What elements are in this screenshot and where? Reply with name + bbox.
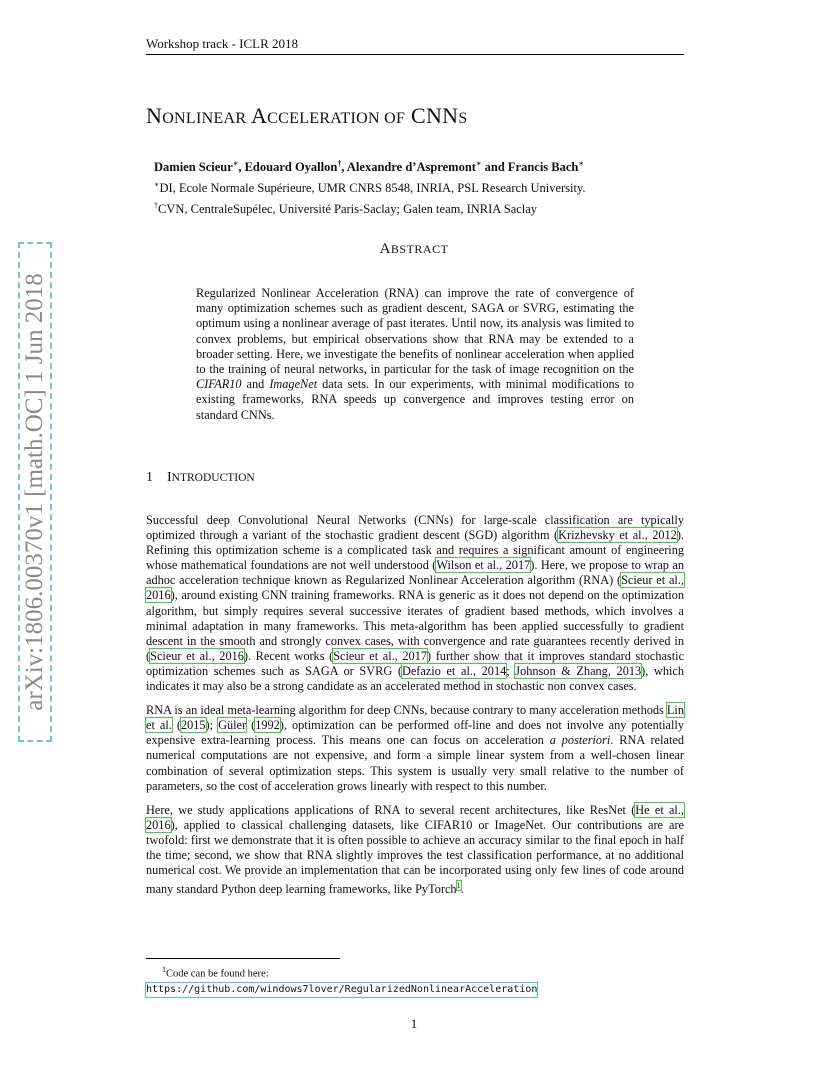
code-url-link[interactable]: https://github.com/windows7lover/RegularizedNonlinearAcceleration — [146, 983, 538, 995]
citation-link[interactable]: He et al., 2016 — [146, 802, 684, 832]
affiliation-2: †CVN, CentraleSupélec, Université Paris-Saclay; Galen team, INRIA Saclay — [154, 201, 538, 217]
paper-title: NONLINEAR ACCELERATION OF CNNS — [146, 103, 468, 128]
abstract-text: Regularized Nonlinear Acceleration (RNA) can improve the rate of convergence of many optimization schemes such as gradient descent, SAGA or SVRG, estimating the optimum using a nonlinear average of past iterates. Until now, its analysis was limited to convex problems, but empirical observations show that RNA may be extended to a broader setting. Here, we investigate the benefits of nonlinear acceleration when applied to the training of neural networks, in particular for the task of image recognition on the CIFAR10 and ImageNet data sets. In our experiments, with minimal modifications to existing frameworks, RNA speeds up convergence and improves testing error on standard CNNs. — [196, 286, 634, 422]
citation-link[interactable]: Defazio et al., 2014 — [401, 663, 507, 678]
citation-link[interactable]: Wilson et al., 2017 — [436, 558, 531, 573]
affiliation-1: ∗DI, Ecole Normale Supérieure, UMR CNRS 8548, INRIA, PSL Research University. — [154, 180, 586, 196]
citation-link[interactable]: Krizhevsky et al., 2012 — [558, 528, 677, 543]
header-rule — [146, 54, 684, 55]
citation-link[interactable]: Lin et al. — [146, 703, 684, 733]
author-names: Damien Scieur∗, Edouard Oyallon†, Alexandre d’Aspremont∗ and Francis Bach∗ — [154, 159, 584, 175]
introduction-body — [146, 513, 684, 906]
footnote-rule — [146, 958, 340, 959]
citation-link[interactable]: Scieur et al., 2017 — [333, 648, 427, 663]
footnote-text: $^1$Code can be found here: — [162, 965, 269, 980]
author-block — [154, 155, 586, 218]
section-heading-introduction: 1 INTRODUCTION — [146, 470, 255, 485]
abstract-heading: ABSTRACT — [379, 241, 449, 257]
citation-link[interactable]: Johnson & Zhang, 2013 — [515, 663, 642, 678]
intro-paragraph-1: Successful deep Convolutional Neural Networks (CNNs) for large-scale classification are typically optimized through a variant of the stochastic gradient descent (SGD) algorithm (Krizhevsky et al., 2012). Refining this optimization scheme is a complicated task and requires a significant amount of engineering whose mathematical foundations are not well understood (Wilson et al., 2017). Here, we propose to wrap an adhoc acceleration technique known as Regularized Nonlinear Acceleration algorithm (RNA) (Scieur et al., 2016), around existing CNN training frameworks. RNA is generic as it does not depend on the optimization algorithm, but simply requires several successive iterates of gradient based methods, which involves a minimal adaptation in many frameworks. This meta-algorithm has been applied successfully to gradient descent in the smooth and strongly convex cases, with convergence and rate guarantees recently derived in (Scieur et al., 2016). Recent works (Scieur et al., 2017) further show that it improves standard stochastic optimization schemes such as SAGA or SVRG (Defazio et al., 2014; Johnson & Zhang, 2013), which indicates it may also be a strong candidate as an accelerated method in stochastic non convex cases. — [146, 513, 685, 694]
citation-link[interactable]: Güler — [218, 718, 247, 733]
intro-paragraph-2: RNA is an ideal meta-learning algorithm for deep CNNs, because contrary to many acceleration methods Lin et al. (2015); Güler (1992), optimization can be performed off-line and does not involve any potentially expensive extra-learning process. This means one can focus on acceleration a posteriori. RNA related numerical computations are not expensive, and form a simple linear system from a well-chosen linear combination of several optimization steps. This system is usually very small relative to the number of parameters, so the cost of acceleration grows linearly with respect to this number. — [146, 703, 684, 793]
citation-link[interactable]: Scieur et al., 2016 — [150, 648, 244, 663]
citation-link[interactable]: 2015 — [180, 718, 206, 733]
footnote-link[interactable]: 1 — [456, 881, 461, 891]
intro-paragraph-3: Here, we study applications applications of RNA to several recent architectures, like ResNet (He et al., 2016), applied to classical challenging datasets, like CIFAR10 or ImageNet. Our contributions are are twofold: first we demonstrate that it is often possible to achieve an accuracy similar to the final epoch in half the time; second, we show that RNA slightly improves the test classification performance, at no additional numerical cost. We provide an implementation that can be incorporated using only few lines of code around many standard Python deep learning frameworks, like PyTorch$^1$. — [146, 802, 684, 897]
arxiv-stamp[interactable]: arXiv:1806.00370v1 [math.OC] 1 Jun 2018 — [18, 242, 52, 742]
page-number: 1 — [410, 1016, 418, 1031]
citation-link[interactable]: Scieur et al., 2016 — [146, 573, 685, 603]
footnote — [146, 963, 706, 997]
running-header: Workshop track - ICLR 2018 — [146, 36, 299, 51]
citation-link[interactable]: 1992 — [255, 718, 280, 733]
